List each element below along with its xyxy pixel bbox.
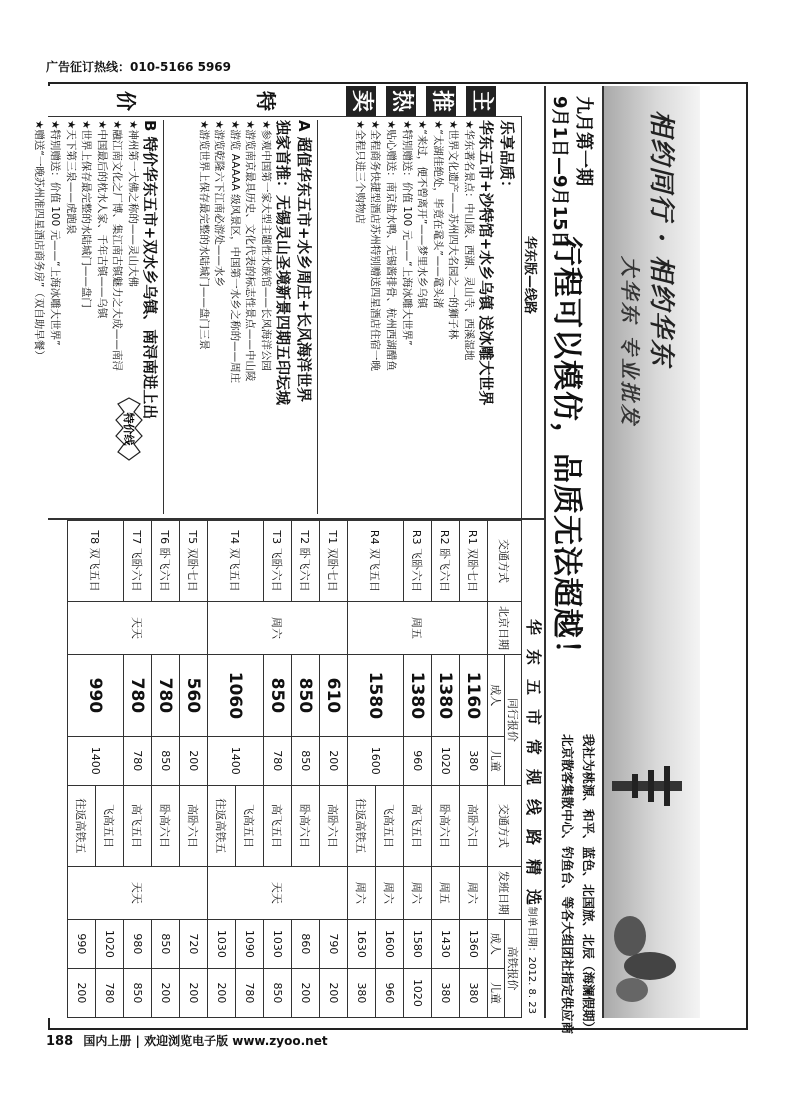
list-item: ★游览 AAAAA 级风景区，中国第一水乡之称的——周庄 [228,120,241,384]
gt-child-cell: 780 [96,968,124,1017]
table-row [124,521,152,1018]
gt-adult-cell: 980 [124,919,152,968]
adult-price-cell: 780 [124,655,152,737]
gt-child-cell: 200 [68,968,96,1017]
banner [602,86,700,1018]
list-item: ★世界上保存最完整的水陆城门——盘门 [80,120,93,308]
gt-adult-cell: 720 [180,919,208,968]
fb-date-cell: 周六 [404,866,432,919]
route-cell: R3 飞卧六日 [404,521,432,602]
list-item: ★中国最后的枕水人家、千年古镇——乌镇 [95,120,108,319]
ad-hotline: 广告征订热线：010-5166 5969 [46,60,232,74]
list-item: ★融江南文化之厂博、集江南古镇魅力之大成——南浔 [111,120,124,371]
gt-adult-cell: 1600 [376,919,404,968]
list-item: ★全程只进三个购物店 [353,120,366,224]
hot-sale-label [322,86,522,117]
hot-char: 主 [466,86,496,116]
gt-child-cell: 380 [348,968,376,1017]
route-cell: R1 双卧七日 [460,521,488,602]
list-item: ★游览世界上保存最完整的水陆城门——盘门三景 [197,120,210,350]
gt-route-cell: 高卧六日 [460,785,488,866]
child-price-cell: 850 [292,736,320,785]
gt-route-cell: 飞高五日 [96,785,124,866]
list-item: ★特别赠送：价值 100 元——“上海冰雕大世界” [49,120,62,346]
adult-price-cell: 850 [264,655,292,737]
gt-child-cell: 200 [180,968,208,1017]
section-title: B 特价华东五市+双水乡乌镇、南浔南进上出 [141,120,159,420]
list-item: ★全程商务快捷型酒店苏州特别赠送四星酒店住宿一晚 [369,120,382,371]
bj-date-cell: 周六 [208,602,348,655]
child-price-cell: 380 [460,736,488,785]
banner-calligraphy: 相约同行 · 相约华东 [646,110,676,368]
bj-date-cell: 周五 [348,602,488,655]
col-bj-date: 北京日期 [488,602,522,655]
gt-adult-cell: 1630 [348,919,376,968]
hot-char: 推 [426,86,456,116]
adult-price-cell: 1580 [348,655,404,737]
table-row [320,521,348,1018]
list-item: ★参观中国第一家大型主题性水族馆——长风海洋公园 [260,120,272,371]
gt-adult-cell: 990 [68,919,96,968]
list-item: ★天下第三泉——虎跑泉 [64,120,77,235]
gt-child-cell: 200 [292,968,320,1017]
gt-route-cell: 高飞五日 [264,785,292,866]
col-adult: 成人 [488,655,505,737]
adult-price-cell: 850 [292,655,320,737]
col-gt-route: 交通方式 [488,785,522,866]
col-gt-price: 高铁报价 [505,919,522,1017]
gt-route-cell: 卧高六日 [152,785,180,866]
route-cell: T8 双飞五日 [68,521,124,602]
special-price-badge [114,394,144,464]
page-footer [46,1032,328,1049]
route-cell: R4 双飞五日 [348,521,404,602]
adult-price-cell: 1160 [460,655,488,737]
adult-price-cell: 1060 [208,655,264,737]
child-price-cell: 200 [320,736,348,785]
child-price-cell: 960 [404,736,432,785]
list-item: ★游览南京最具历史、文化代表的标志性景点——中山陵 [244,120,257,382]
gt-child-cell: 780 [236,968,264,1017]
table-row [292,521,320,1018]
footer-text: 国内上册 | 欢迎浏览电子版 www.zyoo.net [83,1034,328,1048]
special-price-label [48,86,322,117]
agent-line-2: 北京散客集散中心、钓鱼台、等各大组团社指定供应商 [560,734,575,1035]
gt-adult-cell: 790 [320,919,348,968]
adult-price-cell: 990 [68,655,124,737]
adult-price-cell: 610 [320,655,348,737]
fb-date-cell: 天天 [208,866,348,919]
pagoda-icon [610,726,690,846]
route-cell: T4 双飞五日 [208,521,264,602]
gt-route-cell: 高卧六日 [180,785,208,866]
section-title: A 超值华东五市+水乡周庄+长风海洋世界 [295,120,313,402]
gt-adult-cell: 850 [152,919,180,968]
route-cell: R2 卧飞六日 [432,521,460,602]
adult-price-cell: 1380 [432,655,460,737]
table-row [152,521,180,1018]
price-table-title [521,520,544,1018]
table-row [432,521,460,1018]
list-item: ★“太湖佳绝处，毕竟在鼋头”——鼋头渚 [431,120,444,309]
price-table-section [48,520,544,1018]
fb-date-cell: 周六 [376,866,404,919]
section-special [31,120,164,514]
gt-child-cell: 850 [264,968,292,1017]
rotated-content [33,86,700,1035]
fb-date-cell: 周六 [348,866,376,919]
route-heading-bar [521,86,544,518]
issue-date: 制单日期：2012. 8. 23 [526,906,537,1014]
agent-line-1: 我社为桃源、和平、蓝色、北国旅、北辰（海澜假期） [581,734,596,1035]
child-price-cell: 780 [264,736,292,785]
list-item: ★赠送“一晚苏州准四星酒店商务房”（双自助早餐） [33,120,46,361]
rock-icon [610,906,690,1006]
list-item: ★神州第一大佛之称的——灵山大佛 [127,120,139,287]
issue-label: 九月第一期 [573,96,594,186]
table-row [236,521,264,1018]
list-item: ★特别赠送：价值 100 元——“上海冰雕大世界” [400,120,413,346]
gt-adult-cell: 1090 [236,919,264,968]
table-row [376,521,404,1018]
section-value [195,120,318,514]
col-tong-price: 同行报价 [505,655,522,786]
child-price-cell: 1020 [432,736,460,785]
route-cell: T2 卧飞六日 [292,521,320,602]
child-price-cell: 1400 [68,736,124,785]
gt-adult-cell: 1580 [404,919,432,968]
gt-route-cell: 高卧六日 [320,785,348,866]
route-cell: T1 双卧七日 [320,521,348,602]
list-item: ★华东著名景点：中山陵、西湖、灵山寺、西溪湿地 [463,120,475,361]
gt-child-cell: 850 [124,968,152,1017]
adult-price-cell: 560 [180,655,208,737]
route-cell: T6 卧飞六日 [152,521,180,602]
gt-child-cell: 200 [152,968,180,1017]
list-item: ★“来过，便不曾离开”——梦里水乡乌镇 [416,120,429,309]
col-gt-adult: 成人 [488,919,505,968]
col-gt-child: 儿童 [488,968,505,1017]
gt-child-cell: 200 [320,968,348,1017]
section-title: 乐享品质： [498,120,516,196]
table-row [404,521,432,1018]
route-cell: T7 飞卧六日 [124,521,152,602]
child-price-cell: 200 [180,736,208,785]
fb-date-cell: 天天 [68,866,208,919]
table-row [460,521,488,1018]
route-cell: T3 飞卧六日 [264,521,292,602]
list-item: ★游览乾隆六下江南必游处——水乡 [213,120,226,287]
table-row [96,521,124,1018]
gt-adult-cell: 1030 [208,919,236,968]
gt-route-cell: 高飞五日 [124,785,152,866]
adult-price-cell: 1380 [404,655,432,737]
child-price-cell: 1400 [208,736,264,785]
adult-price-cell: 780 [152,655,180,737]
gt-child-cell: 380 [432,968,460,1017]
gt-adult-cell: 1020 [96,919,124,968]
gt-route-cell: 飞高五日 [236,785,264,866]
gt-route-cell: 飞高五日 [376,785,404,866]
gt-route-cell: 卧高六日 [432,785,460,866]
gt-adult-cell: 1360 [460,919,488,968]
slogan-text: 行程可以模仿，品质无法超越！ [549,236,584,670]
hot-char: 卖 [346,86,376,116]
list-item: ★世界文化遗产——苏州四大名园之一的狮子林 [447,120,460,340]
section-subtitle: 华东五市+沙特馆+水乡乌镇 送冰雕大世界 [477,120,495,406]
route-cell: T5 双卧七日 [180,521,208,602]
gt-adult-cell: 1430 [432,919,460,968]
gt-child-cell: 380 [460,968,488,1017]
badge-text: 特价线 [122,412,135,446]
route-descriptions [33,86,544,520]
list-item: ★贴心赠送：南京盐水鸭、无锡酱排骨、杭州西湖醋鱼 [385,120,398,371]
table-row [180,521,208,1018]
bj-date-cell: 天天 [68,602,208,655]
fb-date-cell: 周五 [432,866,460,919]
slogan-bar [544,86,602,1035]
child-price-cell: 1600 [348,736,404,785]
gt-child-cell: 200 [208,968,236,1017]
banner-calligraphy-2: 大华东 专业批发 [618,256,642,427]
gt-route-cell: 往返高铁五 [348,785,376,866]
page-number: 188 [46,1034,74,1049]
gt-route-cell: 高飞五日 [404,785,432,866]
gt-adult-cell: 1030 [264,919,292,968]
price-table [67,520,522,1018]
fb-date-cell: 周六 [460,866,488,919]
gt-child-cell: 1020 [404,968,432,1017]
col-child: 儿童 [488,736,505,785]
special-char: 价 [114,91,138,111]
section-premium [351,120,518,514]
table-row [264,521,292,1018]
special-char: 特 [254,91,278,111]
gt-route-cell: 卧高六日 [292,785,320,866]
child-price-cell: 850 [152,736,180,785]
child-price-cell: 780 [124,736,152,785]
gt-route-cell: 往返高铁五 [68,785,96,866]
section-subtitle: 独家首推：无锡灵山圣境新景四期五印坛城 [274,120,292,406]
price-title-text: 华东五市常规线路精选 [524,618,543,919]
col-route: 交通方式 [488,521,522,602]
gt-child-cell: 960 [376,968,404,1017]
hot-char: 热 [386,86,416,116]
gt-route-cell: 往返高铁五 [208,785,236,866]
col-fb-date: 发班日期 [488,866,522,919]
issue-dates: 9月1日—9月15日 [549,96,570,249]
route-heading: 华东版—线路 [522,236,537,315]
gt-adult-cell: 860 [292,919,320,968]
